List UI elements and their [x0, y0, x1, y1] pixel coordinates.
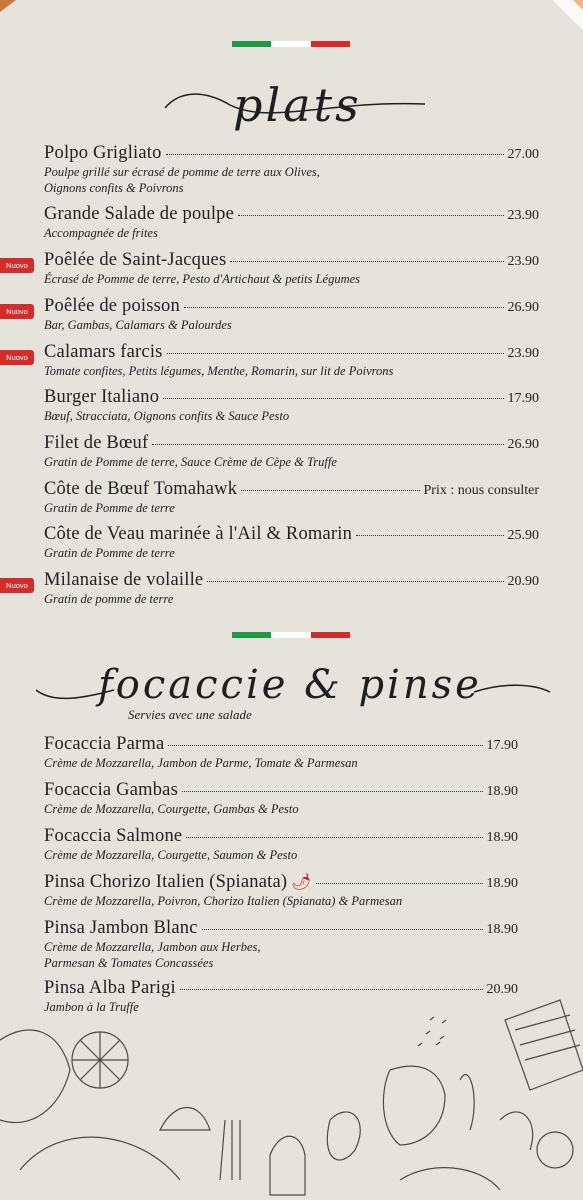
dish-name: Focaccia Salmone	[44, 826, 183, 846]
dot-leader	[152, 444, 503, 445]
menu-item	[44, 296, 539, 333]
dish-description: Gratin de pomme de terre	[44, 592, 174, 606]
dish-description: Bœuf, Stracciata, Oignons confits & Sauce Pesto	[44, 409, 290, 423]
dish-description: Poulpe grillé sur écrasé de pomme de terre aux Olives,	[44, 165, 320, 179]
new-badge: Nuovo	[0, 350, 34, 365]
dish-name: Filet de Bœuf	[44, 433, 149, 453]
menu-item	[44, 342, 539, 379]
new-badge: Nuovo	[0, 304, 34, 319]
dish-description: Parmesan & Tomates Concassées	[44, 956, 214, 970]
dish-description: Jambon à la Truffe	[44, 1000, 139, 1014]
dot-leader	[316, 883, 483, 884]
dish-price: 20.90	[486, 982, 518, 997]
dish-price: 17.90	[486, 738, 518, 753]
dish-price: 25.90	[507, 528, 539, 543]
dish-price: 17.90	[507, 391, 539, 406]
menu-item	[44, 387, 539, 424]
dish-description: Gratin de Pomme de terre, Sauce Crème de Cèpe & Truffe	[44, 455, 337, 469]
dish-description: Écrasé de Pomme de terre, Pesto d'Artichaut & petits Légumes	[44, 272, 361, 286]
dish-price: Prix : nous consulter	[423, 483, 539, 498]
dot-leader	[167, 353, 504, 354]
dish-name: Pinsa Alba Parigi	[44, 978, 176, 998]
menu-item	[44, 734, 518, 771]
menu-item	[44, 524, 539, 561]
dot-leader	[356, 535, 503, 536]
dish-description: Accompagnée de frites	[44, 226, 158, 240]
dish-price: 26.90	[507, 437, 539, 452]
menu-item	[44, 918, 518, 971]
menu-item	[44, 143, 539, 196]
dot-leader	[184, 307, 504, 308]
menu-item	[44, 479, 539, 516]
italian-flag-divider	[232, 632, 350, 638]
dish-description: Tomate confites, Petits légumes, Menthe, Romarin, sur lit de Poivrons	[44, 364, 394, 378]
dot-leader	[166, 154, 504, 155]
dot-leader	[163, 398, 503, 399]
section-title-plats: plats	[233, 78, 362, 132]
dish-price: 18.90	[486, 830, 518, 845]
dish-description: Oignons confits & Poivrons	[44, 181, 184, 195]
dish-price: 26.90	[507, 300, 539, 315]
section-title-focaccie: focaccie & pinse	[98, 662, 482, 708]
dish-price: 18.90	[486, 784, 518, 799]
menu-item	[44, 872, 518, 909]
dish-name: Focaccia Parma	[44, 734, 165, 754]
dot-leader	[230, 261, 503, 262]
dot-leader	[238, 215, 503, 216]
chili-pepper-icon: 🌶	[291, 874, 312, 891]
dot-leader	[186, 837, 482, 838]
dish-name: Focaccia Gambas	[44, 780, 178, 800]
new-badge: Nuovo	[0, 578, 34, 593]
menu-item	[44, 826, 518, 863]
dish-price: 20.90	[507, 574, 539, 589]
menu-item	[44, 780, 518, 817]
dot-leader	[182, 791, 483, 792]
dish-name: Pinsa Chorizo Italien (Spianata)	[44, 872, 288, 892]
dish-description: Gratin de Pomme de terre	[44, 546, 175, 560]
dish-name: Polpo Grigliato	[44, 143, 162, 163]
dish-price: 18.90	[486, 922, 518, 937]
dot-leader	[202, 929, 483, 930]
dish-name: Côte de Veau marinée à l'Ail & Romarin	[44, 524, 353, 544]
dish-description: Crème de Mozzarella, Courgette, Saumon & Pesto	[44, 848, 298, 862]
section-subtitle: Servies avec une salade	[128, 707, 252, 722]
dish-price: 23.90	[507, 346, 539, 361]
dish-description: Crème de Mozzarella, Poivron, Chorizo Italien (Spianata) & Parmesan	[44, 894, 403, 908]
corner-decoration	[0, 0, 16, 12]
dish-price: 23.90	[507, 254, 539, 269]
new-badge: Nuovo	[0, 258, 34, 273]
dish-description: Gratin de Pomme de terre	[44, 501, 175, 515]
page-curl-accent	[573, 0, 583, 10]
dish-description: Crème de Mozzarella, Courgette, Gambas & Pesto	[44, 802, 299, 816]
dish-description: Bar, Gambas, Calamars & Palourdes	[44, 318, 232, 332]
dish-price: 27.00	[507, 147, 539, 162]
menu-item	[44, 250, 539, 287]
dish-price: 18.90	[486, 876, 518, 891]
dish-name: Burger Italiano	[44, 387, 160, 407]
dish-name: Poêlée de Saint-Jacques	[44, 250, 227, 270]
menu-item	[44, 570, 539, 607]
dish-name: Milanaise de volaille	[44, 570, 204, 590]
dish-name: Pinsa Jambon Blanc	[44, 918, 198, 938]
dish-name: Calamars farcis	[44, 342, 163, 362]
dot-leader	[241, 490, 419, 491]
dot-leader	[207, 581, 503, 582]
dish-name: Côte de Bœuf Tomahawk	[44, 479, 238, 499]
dish-price: 23.90	[507, 208, 539, 223]
dish-description: Crème de Mozzarella, Jambon aux Herbes,	[44, 940, 261, 954]
dot-leader	[168, 745, 482, 746]
menu-item	[44, 433, 539, 470]
food-sketch-illustration	[0, 980, 583, 1200]
italian-flag-divider	[232, 41, 350, 47]
menu-item	[44, 204, 539, 241]
dish-description: Crème de Mozzarella, Jambon de Parme, Tomate & Parmesan	[44, 756, 358, 770]
dish-name: Poêlée de poisson	[44, 296, 180, 316]
dish-name: Grande Salade de poulpe	[44, 204, 235, 224]
